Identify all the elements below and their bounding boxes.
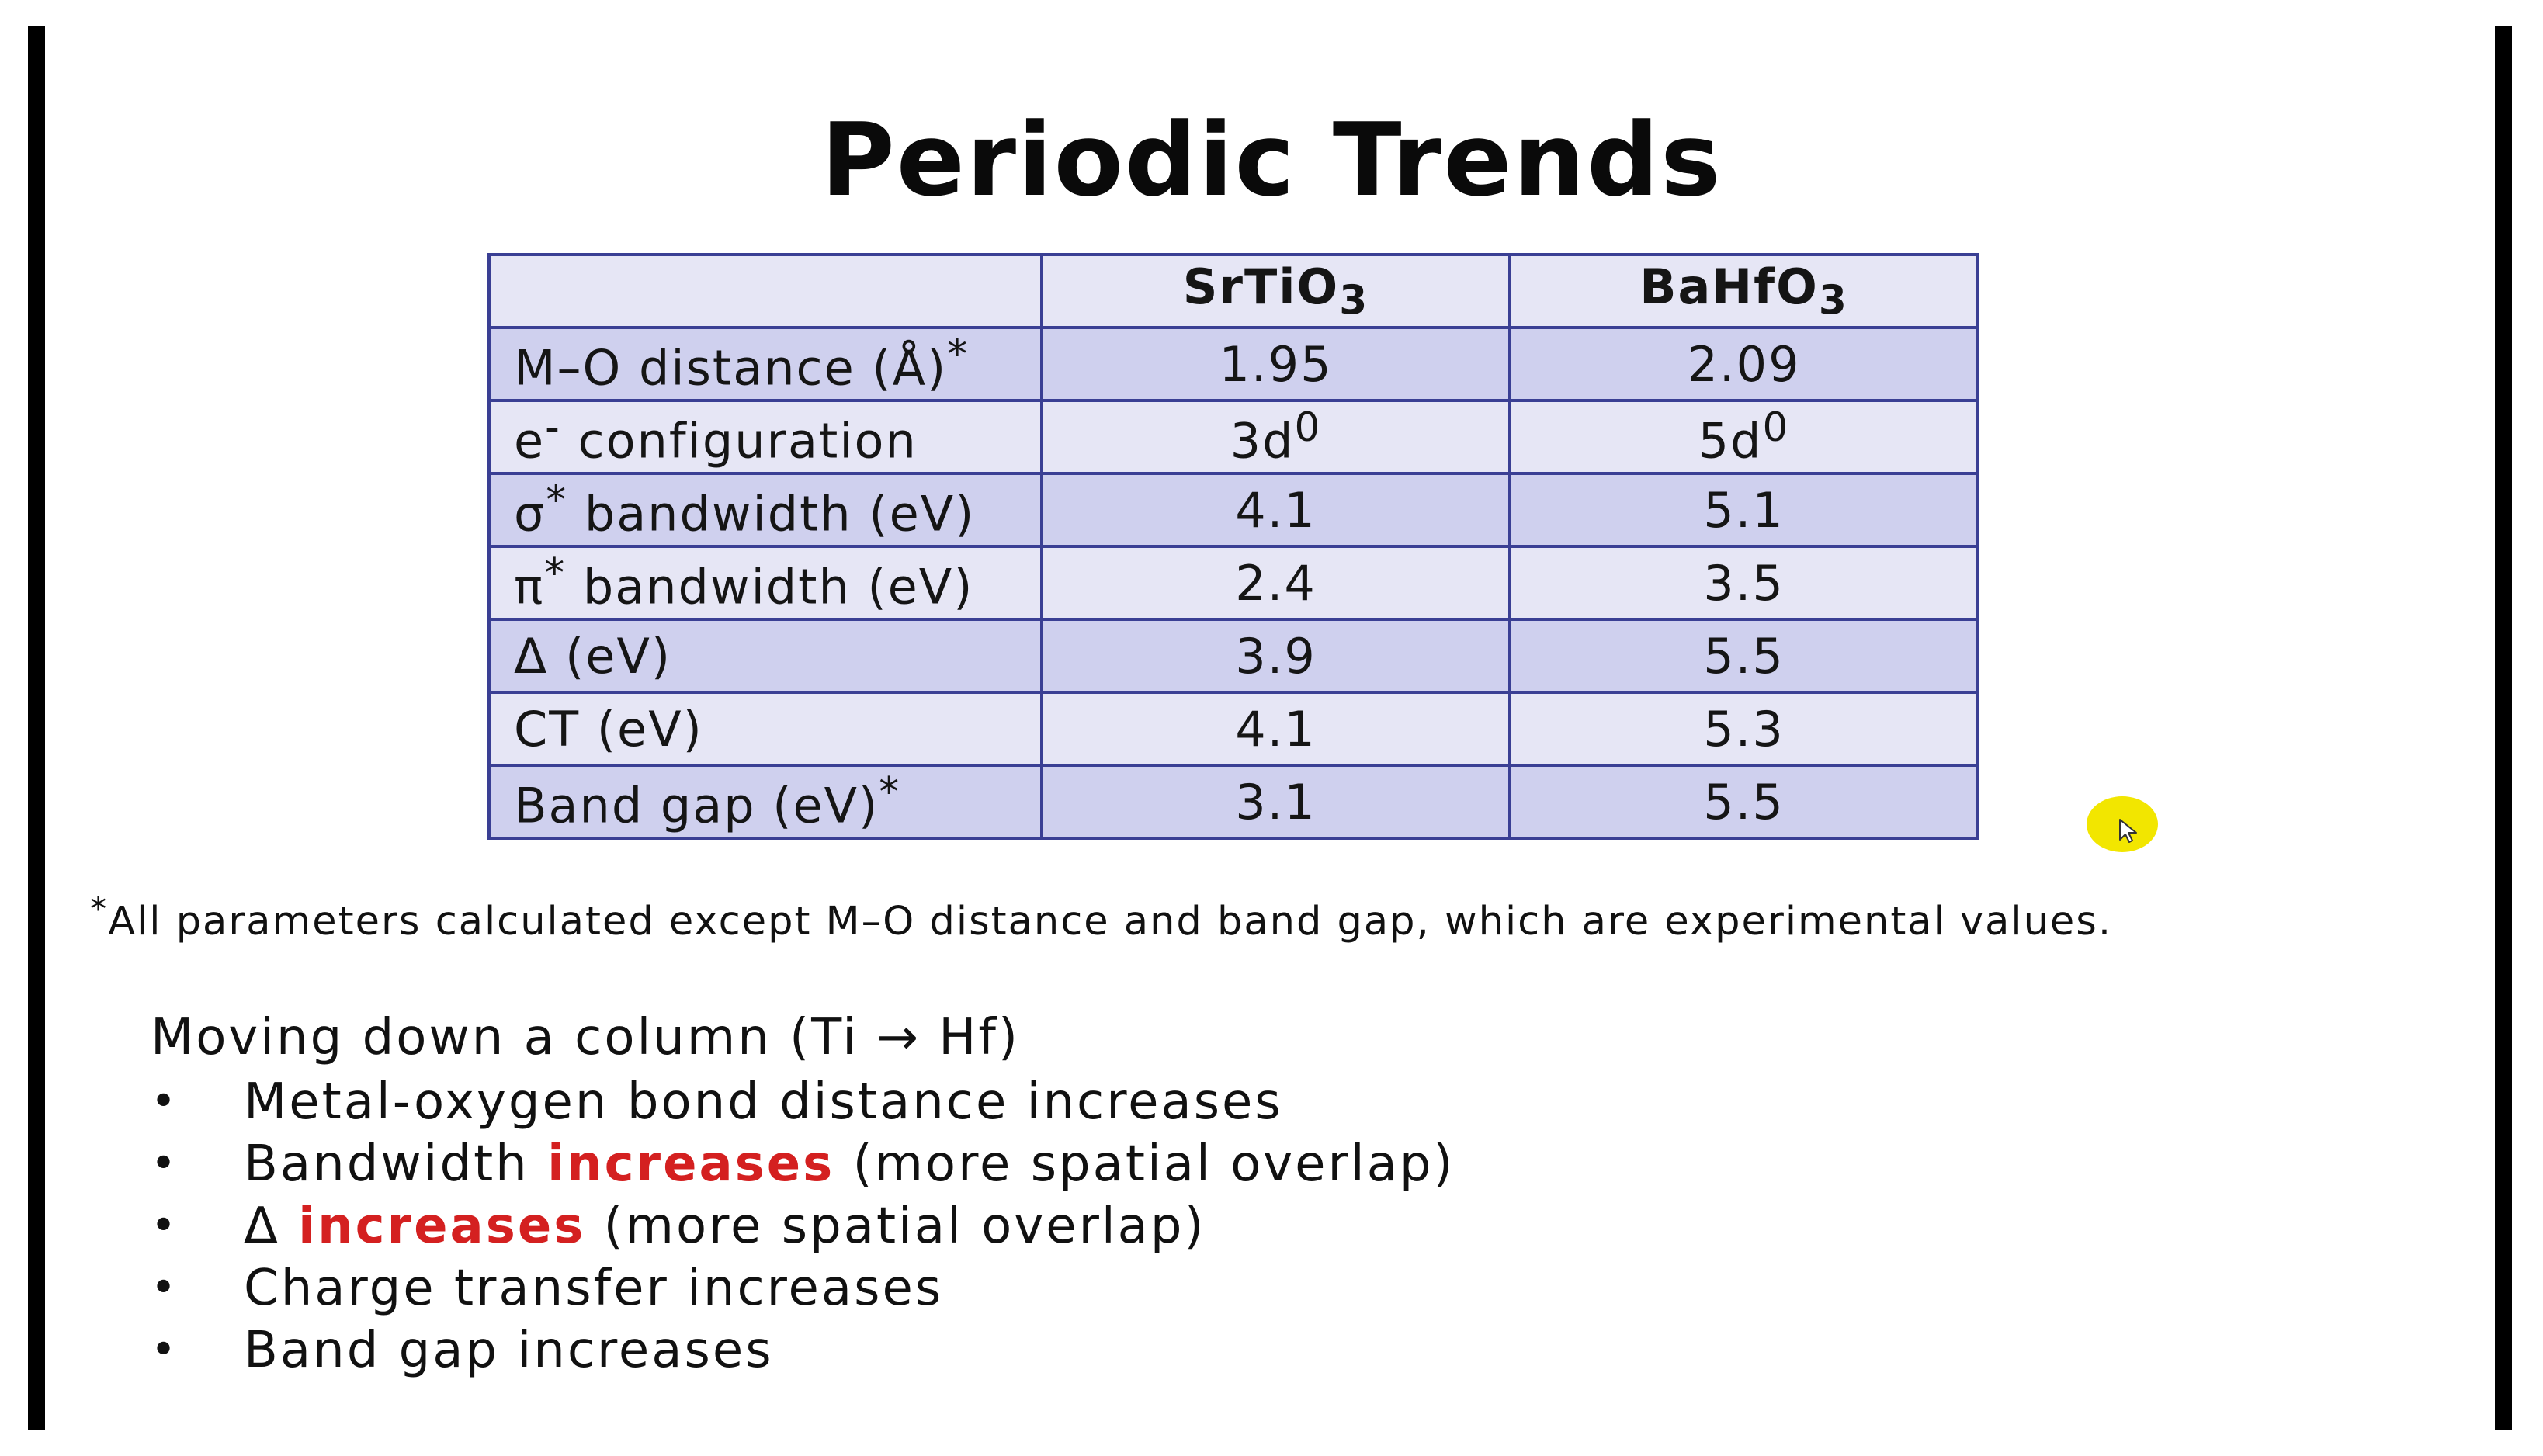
row-label-band-gap: Band gap (eV)* <box>489 765 1042 838</box>
cell-srtio3-e-configuration: $3d^0$ <box>1042 400 1510 473</box>
bullet-icon: • <box>151 1325 179 1375</box>
list-item: • Bandwidth increases (more spatial overlap) <box>151 1133 1455 1195</box>
bullet-icon: • <box>151 1263 179 1313</box>
table-row <box>489 473 1978 546</box>
table-row <box>489 546 1978 619</box>
cell-srtio3-band-gap: 3.1 <box>1042 765 1510 838</box>
cell-bahfo3-delta: 5.5 <box>1510 619 1978 692</box>
list-item: • Band gap increases <box>151 1319 1455 1381</box>
highlight-increases: increases <box>547 1135 835 1193</box>
row-label-delta: Δ (eV) <box>489 619 1042 692</box>
table-row <box>489 765 1978 838</box>
slide-border-right <box>2495 26 2512 1430</box>
bullet-icon: • <box>151 1139 179 1189</box>
table-row <box>489 619 1978 692</box>
footnote: *All parameters calculated except M–O distance and band gap, which are experimental values. <box>90 891 2113 945</box>
table-header-empty <box>489 255 1042 328</box>
bullet-icon: • <box>151 1201 179 1251</box>
row-label-pi-bandwidth: π* bandwidth (eV) <box>489 546 1042 619</box>
row-label-sigma-bandwidth: σ* bandwidth (eV) <box>489 473 1042 546</box>
table-row <box>489 328 1978 400</box>
cell-bahfo3-e-configuration: $5d^0$ <box>1510 400 1978 473</box>
cell-bahfo3-band-gap: 5.5 <box>1510 765 1978 838</box>
slide-border-left <box>28 26 45 1430</box>
table-header-row <box>489 255 1978 328</box>
bullet-icon: • <box>151 1076 179 1127</box>
table-row <box>489 692 1978 765</box>
cell-srtio3-sigma-bandwidth: 4.1 <box>1042 473 1510 546</box>
list-item: • Metal-oxygen bond distance increases <box>151 1071 1455 1133</box>
row-label-ct: CT (eV) <box>489 692 1042 765</box>
cell-srtio3-pi-bandwidth: 2.4 <box>1042 546 1510 619</box>
cell-bahfo3-ct: 5.3 <box>1510 692 1978 765</box>
trends-table <box>487 253 1979 840</box>
cell-bahfo3-sigma-bandwidth: 5.1 <box>1510 473 1978 546</box>
row-label-e-configuration: e- configuration <box>489 400 1042 473</box>
table-header-srtio3: SrTiO$_3$ <box>1042 255 1510 328</box>
highlight-increases: increases <box>298 1198 586 1255</box>
slide-title: Periodic Trends <box>820 101 1723 219</box>
list-item: • Charge transfer increases <box>151 1257 1455 1319</box>
cell-srtio3-ct: 4.1 <box>1042 692 1510 765</box>
mouse-pointer-icon <box>2118 818 2141 844</box>
trend-heading: Moving down a column (Ti → Hf) <box>151 1009 1020 1066</box>
cell-srtio3-mo-distance: 1.95 <box>1042 328 1510 400</box>
trend-bullet-list <box>151 1071 1455 1381</box>
row-label-mo-distance: M–O distance (Å)* <box>489 328 1042 400</box>
list-item: • Δ increases (more spatial overlap) <box>151 1195 1455 1257</box>
table-row <box>489 400 1978 473</box>
table-header-bahfo3: BaHfO$_3$ <box>1510 255 1978 328</box>
cell-srtio3-delta: 3.9 <box>1042 619 1510 692</box>
cell-bahfo3-pi-bandwidth: 3.5 <box>1510 546 1978 619</box>
cell-bahfo3-mo-distance: 2.09 <box>1510 328 1978 400</box>
